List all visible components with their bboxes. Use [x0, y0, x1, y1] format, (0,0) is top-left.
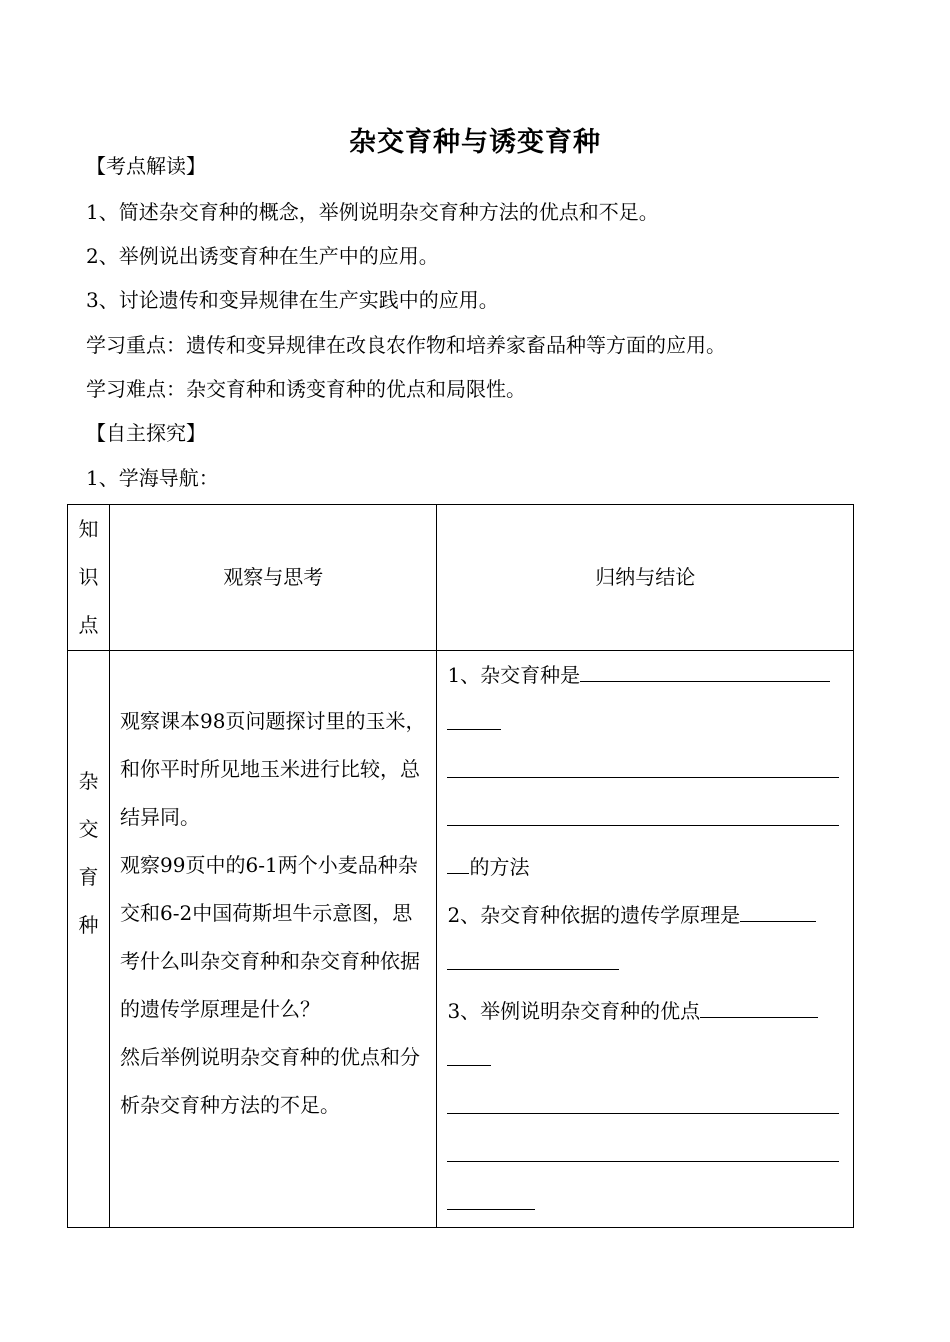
q3-line-5: [447, 1179, 845, 1227]
q2-line: [447, 891, 845, 939]
row-char: 育: [78, 865, 99, 889]
q3-line-3: [447, 1083, 845, 1131]
xuehai-label: 1、学海导航：: [86, 466, 219, 490]
header-char: 知: [78, 517, 99, 541]
q1-line-3: [447, 747, 845, 795]
key-point: 学习重点：遗传和变异规律在改良农作物和培养家畜品种等方面的应用。: [86, 333, 726, 357]
q2-blank[interactable]: [740, 893, 816, 922]
q2-prefix: 2、杂交育种依据的遗传学原理是: [447, 903, 741, 927]
q1-prefix: 1、杂交育种是: [447, 663, 581, 687]
q3-blank-cont[interactable]: [447, 1037, 491, 1066]
difficulty: 学习难点：杂交育种和诱变育种的优点和局限性。: [86, 377, 526, 401]
q3-prefix: 3、举例说明杂交育种的优点: [447, 999, 701, 1023]
q1-blank-full[interactable]: [447, 747, 839, 778]
objective-1: 1、简述杂交育种的概念，举例说明杂交育种方法的优点和不足。: [86, 200, 659, 224]
q1-blank[interactable]: [580, 653, 830, 682]
q1-line: [447, 651, 845, 699]
q3-blank-full[interactable]: [447, 1083, 839, 1114]
observation-paragraph-2: 观察99页中的6-1两个小麦品种杂交和6-2中国荷斯坦牛示意图，思考什么叫杂交育种和杂交育种依据的遗传学原理是什么？: [120, 853, 421, 1021]
q1-blank-cont[interactable]: [447, 701, 501, 730]
header-conclusion: 归纳与结论: [437, 505, 854, 651]
q3-blank[interactable]: [700, 989, 818, 1018]
q1-blank-end[interactable]: [447, 845, 469, 874]
q3-line-2: [447, 1035, 845, 1083]
q1-line-5: [447, 843, 845, 891]
conclusion-cell: [437, 651, 854, 1228]
objective-2: 2、举例说出诱变育种在生产中的应用。: [86, 244, 439, 268]
row-char: 种: [78, 913, 99, 937]
q3-blank-end[interactable]: [447, 1181, 535, 1210]
header-char: 点: [78, 613, 99, 637]
observation-paragraph-3: 然后举例说明杂交育种的优点和分析杂交育种方法的不足。: [120, 1045, 421, 1117]
page-title: 杂交育种与诱变育种: [349, 127, 601, 158]
section-heading-kaodian: 【考点解读】: [86, 154, 206, 178]
header-observation: 观察与思考: [110, 505, 437, 651]
q2-line-2: [447, 939, 845, 987]
section-heading-zizhu: 【自主探究】: [86, 421, 206, 445]
q1-line-4: [447, 795, 845, 843]
table-header-row: [68, 505, 854, 651]
header-char: 识: [78, 565, 99, 589]
study-table: [67, 504, 854, 1228]
q3-line: [447, 987, 845, 1035]
header-knowledge-point: [68, 505, 110, 651]
table-row: [68, 651, 854, 1228]
row-knowledge-point: [68, 651, 110, 1228]
q1-blank-full-2[interactable]: [447, 795, 839, 826]
q1-suffix: 的方法: [469, 855, 530, 879]
objective-3: 3、讨论遗传和变异规律在生产实践中的应用。: [86, 288, 499, 312]
observation-paragraph-1: 观察课本98页问题探讨里的玉米，和你平时所见地玉米进行比较，总结异同。: [120, 709, 426, 829]
q1-line-2: [447, 699, 845, 747]
q3-line-4: [447, 1131, 845, 1179]
q2-blank-cont[interactable]: [447, 941, 619, 970]
row-char: 交: [78, 817, 99, 841]
observation-cell: [110, 651, 437, 1228]
q3-blank-full-2[interactable]: [447, 1131, 839, 1162]
row-char: 杂: [78, 769, 99, 793]
